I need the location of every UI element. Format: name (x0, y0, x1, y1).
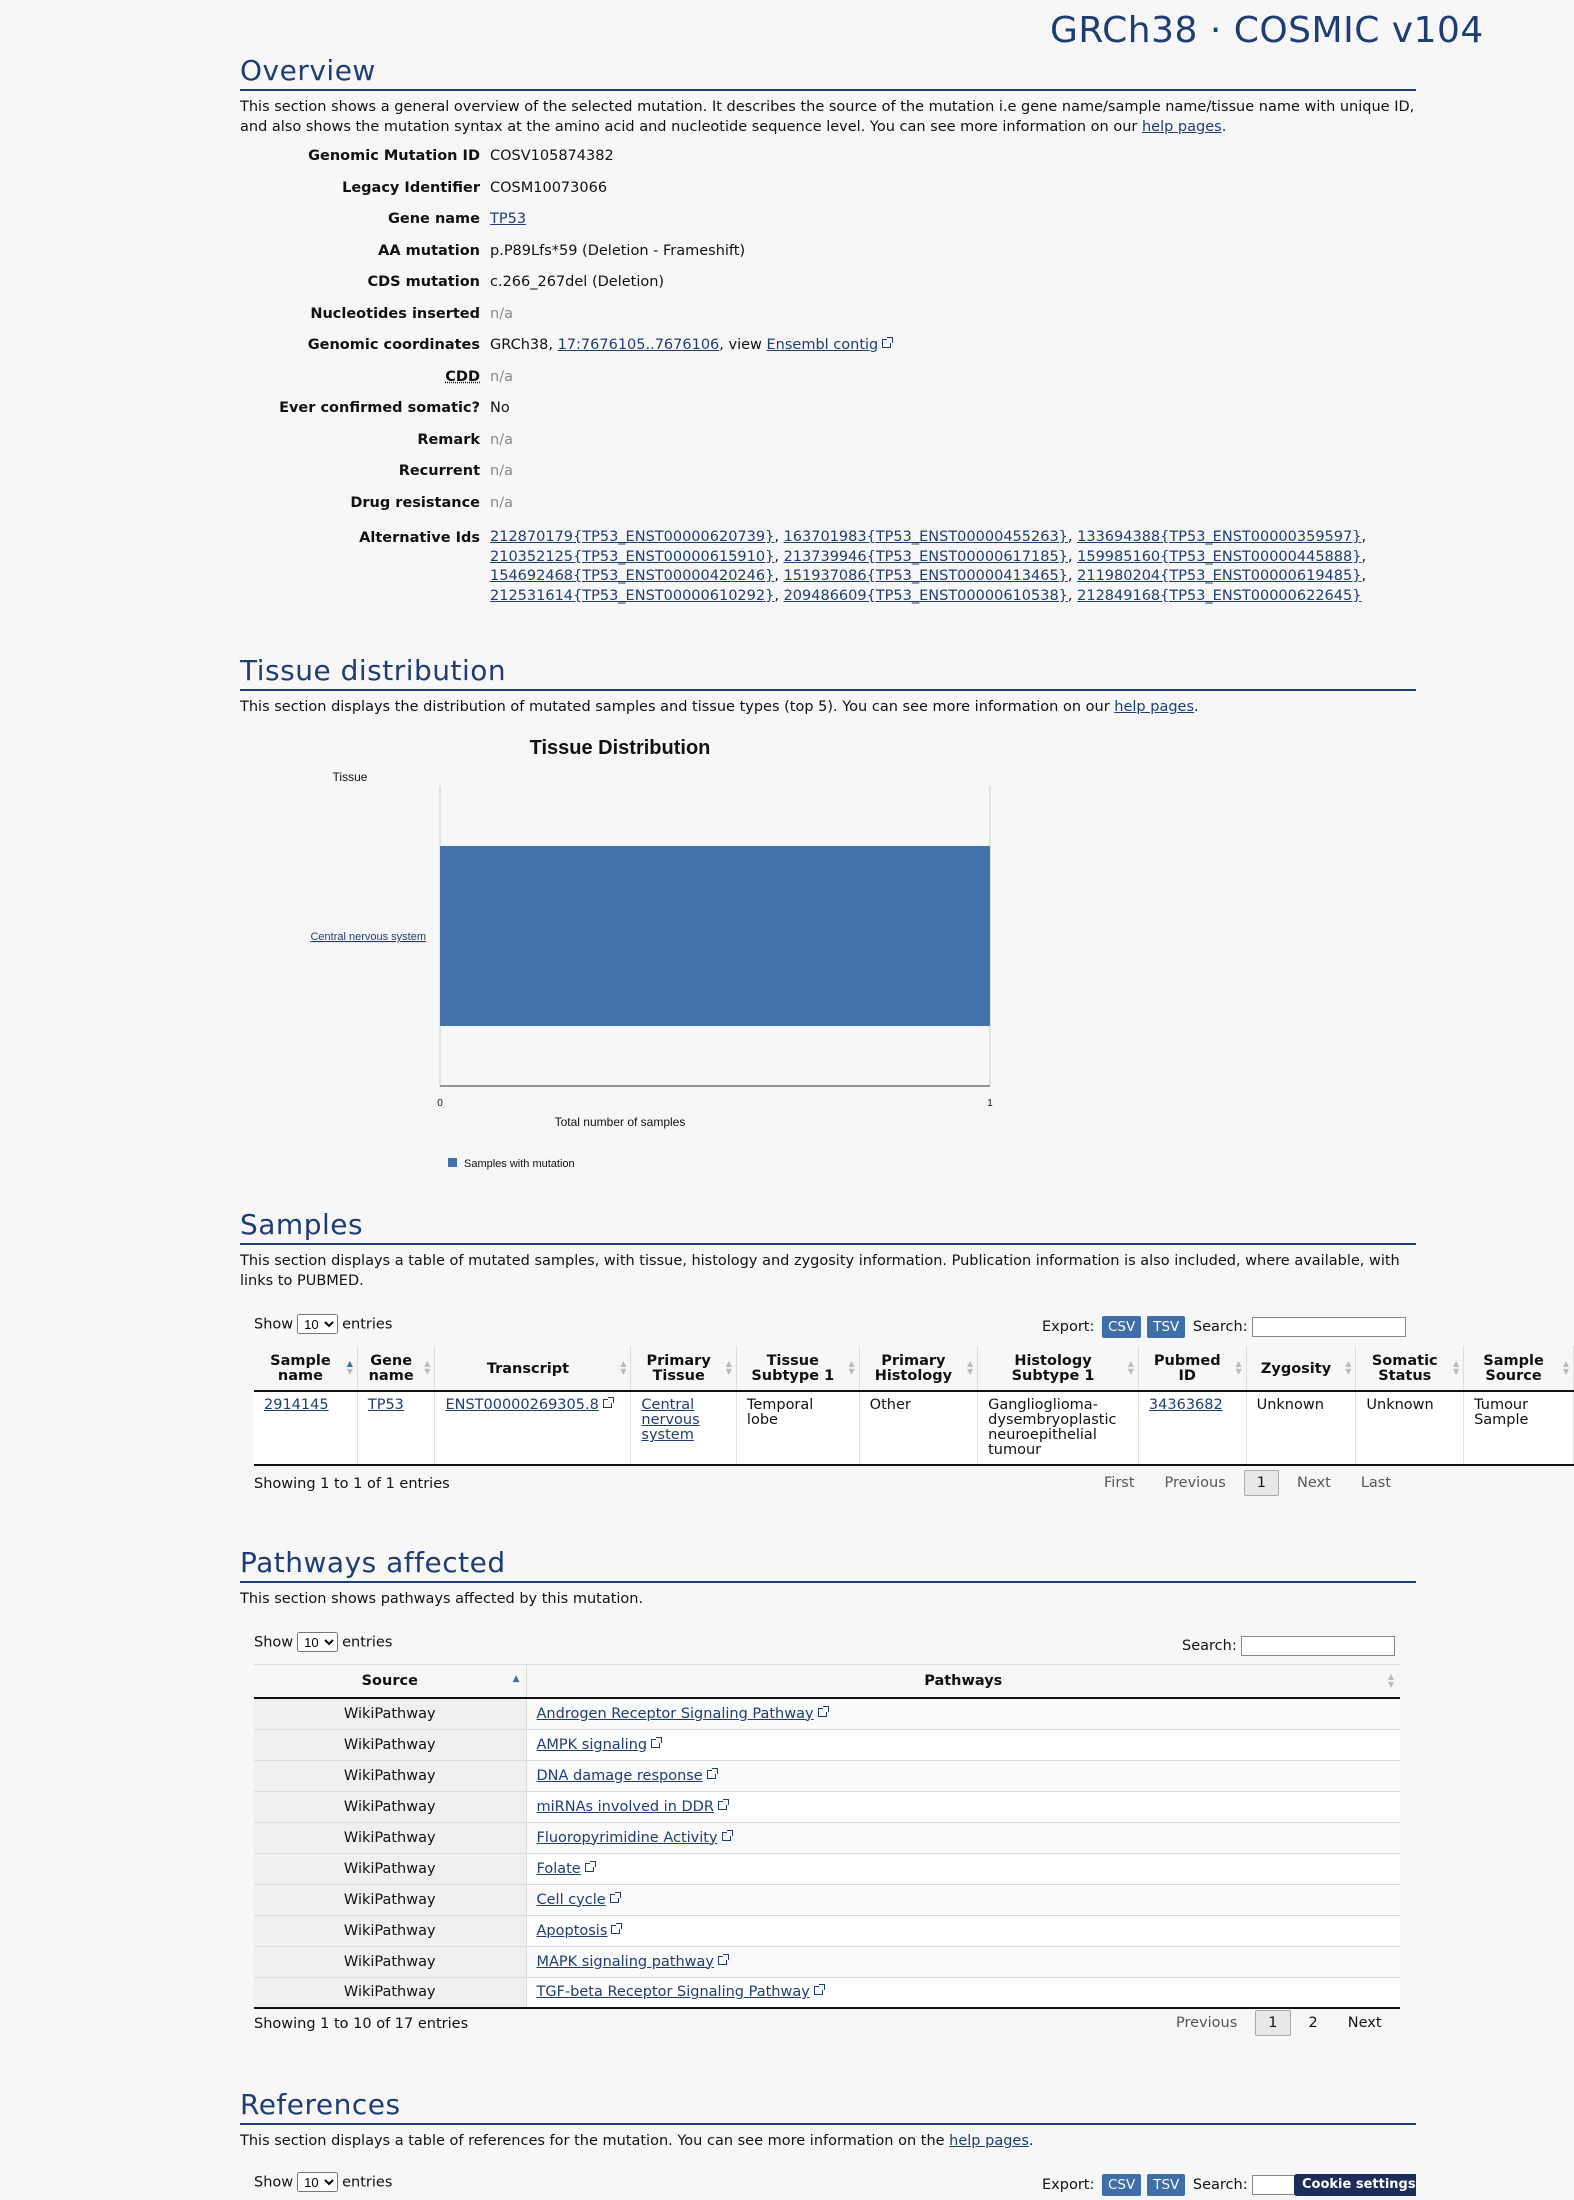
tissue-chart (240, 728, 1080, 1188)
samples-length-control (254, 1314, 392, 1334)
samples-table-row (254, 1391, 1574, 1465)
alternative-id-link[interactable]: 211980204{TP53_ENST00000619485} (1077, 568, 1362, 584)
samples-cell-zygosity (1246, 1391, 1356, 1465)
alternative-id-link[interactable]: 212849168{TP53_ENST00000622645} (1077, 587, 1362, 604)
remark-label: Remark (417, 431, 480, 448)
pathway-row (254, 1884, 1400, 1915)
overview-help-link[interactable]: help pages (1141, 119, 1222, 135)
gene-name-link[interactable]: TP53 (490, 211, 527, 227)
samples-cell-gene (357, 1391, 435, 1465)
sort-both-icon: ▲ ▼ (424, 1359, 431, 1376)
col-pathways-label: Pathways (924, 1673, 1003, 1689)
samples-cell-transcript (435, 1391, 631, 1465)
ever-confirmed-somatic-label: Ever confirmed somatic? (279, 400, 480, 416)
pathway-cell (526, 1946, 1400, 1977)
genomic-coordinates (490, 337, 891, 353)
aa-mutation-label: AA mutation (378, 242, 480, 259)
samples-col-label: Primary Tissue (646, 1353, 711, 1384)
separator: , (774, 548, 784, 565)
samples-col-header[interactable] (631, 1346, 737, 1391)
recurrent-value: n/a (490, 463, 513, 479)
samples-cell-primary-tissue (631, 1391, 737, 1465)
cookie-settings-button[interactable]: Cookie settings (1294, 2174, 1416, 2196)
pathways-length-select[interactable] (297, 1632, 338, 1652)
references-intro-text: This section displays a table of references for the mutation. You can see more information on the (240, 2133, 950, 2149)
samples-col-header[interactable] (357, 1346, 435, 1391)
pathway-cell (526, 1760, 1400, 1791)
transcript-link[interactable]: ENST00000269305.8 (445, 1397, 599, 1413)
pathway-source: WikiPathway (254, 1915, 526, 1946)
samples-col-label: Tissue Subtype 1 (751, 1353, 835, 1384)
samples-show-label: Show (254, 1316, 294, 1333)
samples-col-label: Somatic Status (1371, 1353, 1438, 1384)
samples-table (254, 1346, 1574, 1466)
external-link-icon (707, 1770, 716, 1779)
samples-last-button[interactable]: Last (1360, 1475, 1392, 1491)
samples-col-header[interactable] (859, 1346, 977, 1391)
samples-col-header[interactable] (1246, 1346, 1356, 1391)
sort-both-icon: ▲ ▼ (848, 1359, 855, 1376)
pathways-table-wrap (254, 1664, 1400, 2009)
nucleotides-inserted-label: Nucleotides inserted (310, 305, 480, 322)
row-cds-mutation (240, 274, 1416, 306)
pathway-source: WikiPathway (254, 1853, 526, 1884)
samples-cell-primary-histology (859, 1391, 977, 1465)
tissue-help-link[interactable]: help pages (1114, 699, 1195, 715)
samples-col-label: Zygosity (1260, 1360, 1332, 1377)
pathway-source: WikiPathway (254, 1729, 526, 1760)
mutation-details (240, 148, 1416, 612)
row-alternative-ids (240, 526, 1416, 612)
separator: , (1067, 548, 1078, 565)
ever-confirmed-somatic: No (490, 400, 510, 416)
separator: , (1361, 529, 1367, 545)
pathway-cell (526, 1915, 1400, 1946)
sort-asc-icon: ▲ ▼ (346, 1359, 353, 1376)
drug-resistance-label: Drug resistance (350, 494, 480, 511)
pathway-source: WikiPathway (254, 1698, 526, 1729)
pathway-row (254, 1729, 1400, 1760)
pathway-row (254, 1698, 1400, 1729)
row-aa-mutation (240, 243, 1416, 275)
genomic-mutation-id-label: Genomic Mutation ID (308, 148, 480, 164)
assembly-banner: GRCh38 · COSMIC v104 (1050, 10, 1484, 51)
pathway-link[interactable]: miRNAs involved in DDR (536, 1798, 714, 1815)
separator: , (774, 587, 784, 604)
tissue-section (240, 654, 1416, 717)
pathway-source: WikiPathway (254, 1946, 526, 1977)
separator: , (1067, 568, 1078, 584)
cdd-label[interactable]: CDD (445, 368, 480, 385)
sample-source-value: Tumour Sample (1474, 1397, 1529, 1428)
references-show-label: Show (254, 2174, 294, 2191)
alternative-id-link[interactable]: 163701983{TP53_ENST00000455263} (783, 529, 1068, 545)
histology-subtype-value: Ganglioglioma-dysembryoplastic neuroepithelial tumour (988, 1397, 1117, 1458)
pathways-heading: Pathways affected (240, 1546, 1416, 1583)
references-heading: References (240, 2088, 1416, 2125)
row-cdd (240, 369, 1416, 401)
tissue-subtype-value: Temporal lobe (746, 1397, 814, 1428)
pathway-cell (526, 1822, 1400, 1853)
chart-x-tick: 1 (987, 1098, 993, 1109)
sample-link[interactable]: 2914145 (264, 1397, 329, 1413)
sort-both-icon: ▲ ▼ (1387, 1672, 1394, 1689)
alternative-id-link[interactable]: 133694388{TP53_ENST00000359597} (1077, 529, 1362, 545)
samples-col-header[interactable] (1138, 1346, 1246, 1391)
remark-value: n/a (490, 431, 513, 448)
samples-info: Showing 1 to 1 of 1 entries (254, 1476, 450, 1492)
samples-cell-sample (254, 1391, 357, 1465)
external-link-icon (718, 1801, 727, 1810)
row-remark (240, 432, 1416, 464)
samples-entries-label: entries (342, 1316, 393, 1333)
samples-cell-histology-subtype (978, 1391, 1139, 1465)
pathway-link[interactable]: AMPK signaling (536, 1736, 648, 1753)
alternative-id-link[interactable]: 159985160{TP53_ENST00000445888} (1077, 548, 1362, 565)
overview-intro (240, 97, 1416, 137)
gene-name-label: Gene name (388, 211, 480, 227)
pathway-link[interactable]: MAPK signaling pathway (536, 1953, 715, 1970)
alternative-id-link[interactable]: 210352125{TP53_ENST00000615910} (490, 548, 775, 565)
external-link-icon (722, 1832, 731, 1841)
primary-histology-value: Other (869, 1397, 911, 1413)
alternative-id-link[interactable]: 154692468{TP53_ENST00000420246} (490, 568, 775, 584)
pathway-row (254, 1915, 1400, 1946)
sort-both-icon: ▲ ▼ (1452, 1359, 1460, 1376)
pathway-link[interactable]: Folate (536, 1860, 581, 1877)
samples-export-label: Export: (1042, 1319, 1095, 1335)
coordinates-view-text: , view (719, 337, 767, 353)
alternative-id-link[interactable]: 212870179{TP53_ENST00000620739} (490, 529, 775, 545)
pathway-source: WikiPathway (254, 1822, 526, 1853)
samples-col-header[interactable] (978, 1346, 1139, 1391)
pathway-cell (526, 1853, 1400, 1884)
alternative-id-link[interactable]: 151937086{TP53_ENST00000413465} (783, 568, 1068, 584)
ensembl-contig-link[interactable]: Ensembl contig (766, 337, 879, 353)
references-intro-end: . (1028, 2133, 1034, 2149)
pathway-row (254, 1977, 1400, 2008)
pathway-source: WikiPathway (254, 1791, 526, 1822)
overview-heading: Overview (240, 54, 1416, 91)
col-source-label: Source (361, 1673, 418, 1689)
pathway-cell (526, 1977, 1400, 2008)
chart-category-label[interactable]: Central nervous system (310, 931, 426, 943)
genomic-coordinates-label: Genomic coordinates (307, 337, 480, 353)
separator: , (1067, 529, 1078, 545)
samples-heading: Samples (240, 1208, 1416, 1245)
pathways-search-label: Search: (1182, 1638, 1237, 1654)
samples-cell-somatic-status (1356, 1391, 1464, 1465)
pathway-cell (526, 1729, 1400, 1760)
pathway-row (254, 1791, 1400, 1822)
cds-mutation-label: CDS mutation (367, 274, 480, 290)
pathway-cell (526, 1884, 1400, 1915)
gene-link[interactable]: TP53 (367, 1397, 404, 1413)
external-link-icon (585, 1863, 594, 1872)
samples-col-header[interactable] (736, 1346, 859, 1391)
aa-mutation: p.P89Lfs*59 (Deletion - Frameshift) (490, 242, 746, 259)
sort-both-icon: ▲ ▼ (1345, 1359, 1352, 1376)
samples-table-wrap (254, 1346, 1569, 1466)
samples-col-label: Sample Source (1483, 1353, 1544, 1384)
tissue-heading: Tissue distribution (240, 654, 1416, 691)
row-gene-name (240, 211, 1416, 243)
sort-both-icon: ▲ ▼ (1562, 1359, 1569, 1376)
samples-col-header[interactable] (435, 1346, 631, 1391)
samples-col-label: Transcript (486, 1360, 570, 1377)
tissue-intro-text: This section displays the distribution of mutated samples and tissue types (top 5). You can see more information on our (240, 699, 1115, 715)
references-intro (240, 2131, 1416, 2151)
pathways-table (254, 1664, 1400, 2009)
col-pathways[interactable] (526, 1665, 1400, 1699)
samples-pagination (1086, 1470, 1403, 1496)
samples-cell-pubmed (1138, 1391, 1246, 1465)
samples-col-header[interactable] (1356, 1346, 1464, 1391)
references-tsv-button[interactable]: TSV (1147, 2174, 1185, 2196)
alternative-ids-list (490, 528, 1420, 606)
pathways-show-label: Show (254, 1634, 294, 1651)
samples-tsv-button[interactable]: TSV (1147, 1316, 1185, 1338)
alternative-id-link[interactable]: 209486609{TP53_ENST00000610538} (783, 587, 1068, 604)
samples-export-search (1042, 1316, 1406, 1338)
samples-page-1-button[interactable]: 1 (1244, 1470, 1279, 1496)
samples-search-label: Search: (1192, 1319, 1248, 1335)
references-search-label: Search: (1192, 2177, 1248, 2193)
samples-csv-button[interactable]: CSV (1102, 1316, 1141, 1338)
external-link-icon (651, 1739, 660, 1748)
pathway-link[interactable]: Fluoropyrimidine Activity (536, 1829, 718, 1846)
samples-col-label: Histology Subtype 1 (1011, 1353, 1095, 1384)
separator: , (774, 529, 784, 545)
pathway-source: WikiPathway (254, 1760, 526, 1791)
samples-first-button[interactable]: First (1104, 1475, 1135, 1491)
row-recurrent (240, 463, 1416, 495)
pathway-row (254, 1822, 1400, 1853)
samples-cell-tissue-subtype (736, 1391, 859, 1465)
pathways-search (1182, 1636, 1395, 1656)
pathway-cell (526, 1698, 1400, 1729)
external-link-icon (818, 1708, 827, 1717)
external-link-icon (611, 1925, 620, 1934)
row-ever-confirmed-somatic (240, 400, 1416, 432)
samples-cell-sample-source (1464, 1391, 1574, 1465)
legacy-identifier: COSM10073066 (490, 179, 608, 196)
chart-y-label: Tissue (332, 770, 368, 784)
somatic-status-value: Unknown (1366, 1397, 1434, 1413)
pathways-next-button[interactable]: Next (1347, 2015, 1382, 2031)
pathways-intro: This section shows pathways affected by this mutation. (240, 1591, 644, 1607)
pathway-row (254, 1760, 1400, 1791)
chart-x-label: Total number of samples (554, 1115, 686, 1129)
pathways-info: Showing 1 to 10 of 17 entries (254, 2016, 469, 2032)
separator: , (1361, 568, 1367, 584)
samples-section (240, 1208, 1416, 1291)
sort-both-icon: ▲ ▼ (725, 1359, 732, 1376)
separator: , (1361, 548, 1367, 565)
pathway-link[interactable]: TGF-beta Receptor Signaling Pathway (536, 1984, 810, 2001)
overview-intro-end: . (1221, 119, 1227, 135)
pathways-search-input[interactable] (1241, 1636, 1395, 1656)
samples-col-label: Primary Histology (874, 1353, 953, 1384)
external-link-icon (814, 1986, 823, 1995)
sort-asc-icon: ▲ (512, 1674, 520, 1684)
sort-both-icon: ▲ ▼ (966, 1359, 974, 1376)
chart-bar (440, 846, 990, 1026)
tissue-intro (240, 697, 1416, 717)
pathways-pagination (1158, 2010, 1394, 2036)
coordinates-link[interactable]: 17:7676105..7676106 (557, 337, 720, 353)
samples-length-select[interactable] (297, 1314, 338, 1334)
nucleotides-inserted: n/a (490, 305, 513, 322)
samples-col-label: Sample name (270, 1353, 331, 1384)
row-genomic-mutation-id (240, 148, 1416, 180)
samples-col-label: Pubmed ID (1153, 1353, 1221, 1384)
pathway-row (254, 1946, 1400, 1977)
tissue-intro-end: . (1194, 699, 1199, 715)
separator: , (1067, 587, 1078, 604)
pathway-link[interactable]: DNA damage response (536, 1767, 703, 1784)
primary-tissue-link[interactable]: Central nervous system (641, 1397, 700, 1443)
pathway-row (254, 1853, 1400, 1884)
references-entries-label: entries (342, 2174, 393, 2191)
overview-intro-text: This section shows a general overview of the selected mutation. It describes the source of the mutation i.e gene name/sample name/tissue name with unique ID, and also shows the mutation syntax at the amino acid and nucleotide sequence level. You can see more information on our (240, 99, 1415, 135)
alternative-id-link[interactable]: 212531614{TP53_ENST00000610292} (490, 587, 775, 604)
cdd-value: n/a (490, 368, 513, 385)
cds-mutation: c.266_267del (Deletion) (490, 274, 665, 290)
tissue-chart-svg (240, 728, 1080, 1188)
samples-next-button[interactable]: Next (1297, 1475, 1331, 1491)
separator: , (774, 568, 784, 584)
pathway-link[interactable]: Cell cycle (536, 1891, 606, 1908)
pathway-cell (526, 1791, 1400, 1822)
chart-x-tick: 0 (437, 1098, 443, 1109)
overview-section (240, 54, 1416, 137)
recurrent-label: Recurrent (398, 463, 480, 479)
samples-header-row (254, 1346, 1574, 1391)
samples-previous-button[interactable]: Previous (1164, 1475, 1226, 1491)
pathways-header-row (254, 1665, 1400, 1699)
references-export-label: Export: (1042, 2177, 1095, 2193)
external-link-icon (610, 1894, 619, 1903)
legacy-identifier-label: Legacy Identifier (342, 179, 480, 196)
pathways-section (240, 1546, 1416, 1609)
samples-intro: This section displays a table of mutated samples, with tissue, histology and zygosity information. Publication information is also included, where available, with links to PUBMED. (240, 1253, 1400, 1289)
references-csv-button[interactable]: CSV (1102, 2174, 1141, 2196)
pathway-link[interactable]: Androgen Receptor Signaling Pathway (536, 1705, 814, 1722)
chart-legend-label: Samples with mutation (464, 1158, 575, 1170)
pathway-source: WikiPathway (254, 1977, 526, 2008)
pathway-source: WikiPathway (254, 1884, 526, 1915)
sort-both-icon: ▲ ▼ (1127, 1359, 1134, 1376)
zygosity-value: Unknown (1256, 1397, 1324, 1413)
pathways-page-1-button[interactable]: 1 (1255, 2010, 1290, 2036)
references-help-link[interactable]: help pages (949, 2133, 1029, 2149)
sort-both-icon: ▲ ▼ (1235, 1359, 1242, 1376)
drug-resistance-value: n/a (490, 494, 513, 511)
genomic-mutation-id: COSV105874382 (490, 148, 614, 164)
references-length-control (254, 2172, 392, 2192)
references-section (240, 2088, 1416, 2151)
row-nucleotides-inserted (240, 306, 1416, 338)
pathways-page-2-button[interactable]: 2 (1308, 2015, 1318, 2031)
external-link-icon (603, 1399, 612, 1408)
alternative-ids-label: Alternative Ids (359, 530, 480, 546)
chart-legend-swatch (448, 1158, 457, 1167)
row-drug-resistance (240, 495, 1416, 527)
references-length-select[interactable] (297, 2172, 338, 2192)
samples-col-label: Gene name (368, 1353, 414, 1384)
pathways-previous-button[interactable]: Previous (1176, 2015, 1238, 2031)
external-link-icon (882, 339, 891, 348)
external-link-icon (718, 1956, 727, 1965)
col-source[interactable] (254, 1665, 526, 1699)
chart-title: Tissue Distribution (529, 737, 711, 759)
alternative-id-link[interactable]: 213739946{TP53_ENST00000617185} (783, 548, 1068, 565)
samples-search-input[interactable] (1252, 1317, 1406, 1337)
pathways-length-control (254, 1632, 392, 1652)
samples-col-header[interactable] (254, 1346, 357, 1391)
row-legacy-identifier (240, 180, 1416, 212)
sort-both-icon: ▲ ▼ (620, 1359, 627, 1376)
pathways-entries-label: entries (342, 1634, 393, 1651)
row-genomic-coordinates (240, 337, 1416, 369)
pathway-link[interactable]: Apoptosis (536, 1922, 608, 1939)
samples-col-header[interactable] (1464, 1346, 1574, 1391)
coordinates-assembly: GRCh38, (490, 337, 558, 353)
pubmed-link[interactable]: 34363682 (1148, 1397, 1223, 1413)
